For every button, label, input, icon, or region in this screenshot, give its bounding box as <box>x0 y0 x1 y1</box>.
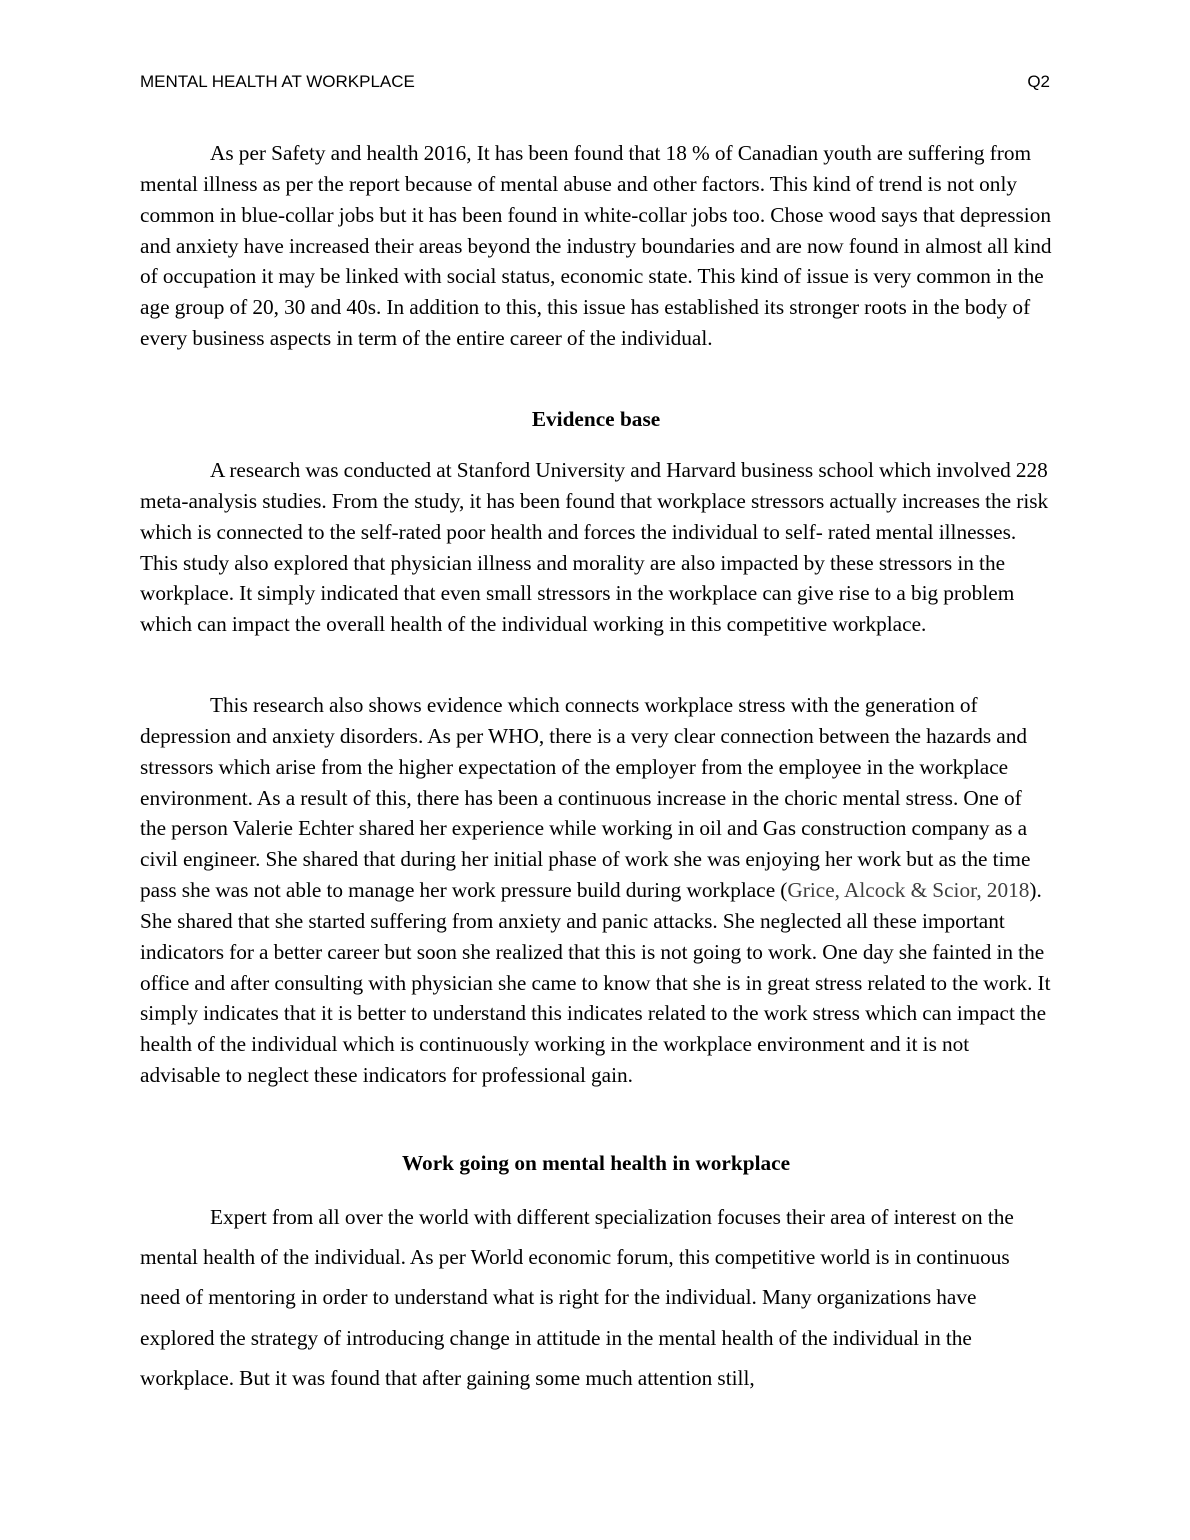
section-intro <box>140 138 1052 354</box>
running-head-title: MENTAL HEALTH AT WORKPLACE <box>140 72 415 91</box>
paragraph-canadian-youth: As per Safety and health 2016, It has been found that 18 % of Canadian youth are suffering from mental illness as per the report because of mental abuse and other factors. This kind of trend is not only common in blue-collar jobs but it has been found in white-collar jobs too. Chose wood says that depression and anxiety have increased their areas beyond the industry boundaries and are now found in almost all kind of occupation it may be linked with social status, economic state. This kind of issue is very common in the age group of 20, 30 and 40s. In addition to this, this issue has established its stronger roots in the body of every business aspects in term of the entire career of the individual. <box>140 141 1052 351</box>
section-evidence-heading <box>140 404 1052 435</box>
paragraph-text-part: ). She shared that she started suffering from anxiety and panic attacks. She neglected all these important indicators for a better career but soon she realized that this is not going to work. One day she fainted in the office and after consulting with physician she came to know that she is in great stress related to the work. It simply indicates that it is better to understand this indicates related to the work stress which can impact the health of the individual which is continuously working in the workplace environment and it is not advisable to neglect these indicators for professional gain. <box>140 878 1051 1088</box>
page-number: Q2 <box>1027 72 1050 91</box>
section-work-heading <box>140 1148 1052 1179</box>
paragraph-text-part: This research also shows evidence which connects workplace stress with the generation of depression and anxiety disorders. As per WHO, there is a very clear connection between the hazards and stressors which arise from the higher expectation of the employer from the employee in the workplace environment. As a result of this, there has been a continuous increase in the choric mental stress. One of the person Valerie Echter shared her experience while working in oil and Gas construction company as a civil engineer. She shared that during her initial phase of work she was enjoying her work but as the time pass she was not able to manage her work pressure build during workplace ( <box>140 693 1031 903</box>
section-evidence <box>140 455 1052 640</box>
section-evidence-continued <box>140 690 1052 1091</box>
paragraph-stanford-research: A research was conducted at Stanford University and Harvard business school which involved 228 meta-analysis studies. From the study, it has been found that workplace stressors actually increases the risk which is connected to the self-rated poor health and forces the individual to self- rated mental illnesses. This study also explored that physician illness and morality are also impacted by these stressors in the workplace. It simply indicated that even small stressors in the workplace can give rise to a big problem which can impact the overall health of the individual working in this competitive workplace. <box>140 458 1049 637</box>
heading-evidence-base: Evidence base <box>531 407 661 431</box>
section-work <box>140 1197 1052 1398</box>
paragraph-workplace-stress <box>140 690 1052 1091</box>
citation-grice-2018: Grice, Alcock & Scior, 2018 <box>787 878 1030 903</box>
paragraph-world-experts: Expert from all over the world with different specialization focuses their area of interest on the mental health of the individual. As per World economic forum, this competitive world is in continuous need of mentoring in order to understand what is right for the individual. Many organizations have explored the strategy of introducing change in attitude in the mental health of the individual in the workplace. But it was found that after gaining some much attention still, <box>140 1205 1014 1390</box>
heading-work-going-on: Work going on mental health in workplace <box>401 1151 791 1175</box>
running-head <box>140 72 1050 96</box>
